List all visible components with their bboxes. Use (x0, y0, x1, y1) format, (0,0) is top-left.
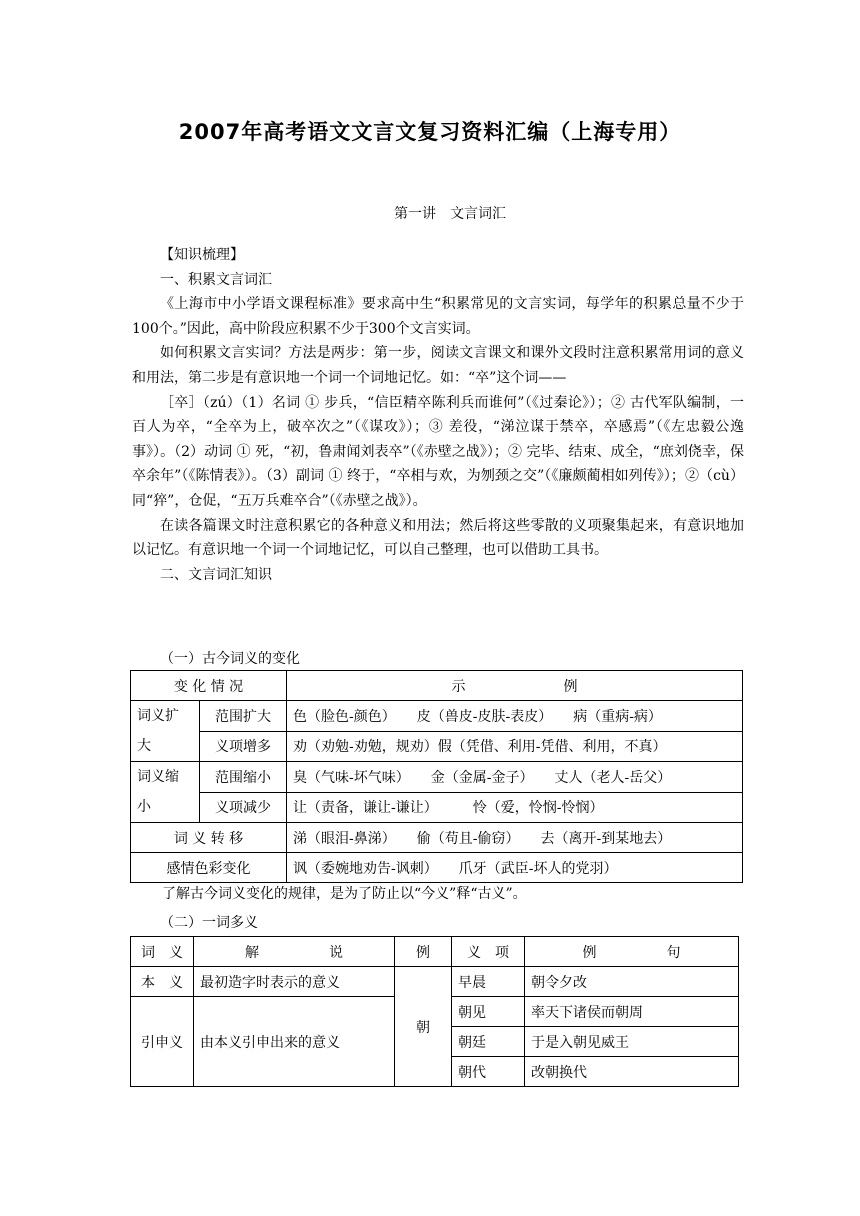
table-cell: 范围缩小 (200, 762, 287, 793)
table-row (131, 853, 743, 883)
table-header-row (131, 671, 743, 701)
table-cell: 朝见 (452, 997, 525, 1027)
table-row (131, 823, 743, 853)
table-cell: 臭（气味-坏气味） 金（金属-金子） 丈人（老人-岳父） (287, 762, 743, 793)
table-header: 变 化 情 况 (131, 671, 287, 701)
paragraph: 《上海市中小学语文课程标准》要求高中生“积累常见的文言实词，每学年的积累总量不少于100个。”因此，高中阶段应积累不少于300个文言实词。 (132, 296, 744, 337)
table-header: 词 义 (131, 937, 194, 967)
table-cell: 本 义 (131, 967, 194, 997)
table-cell: 引申义 (131, 997, 194, 1087)
table-cell: 朝 (395, 967, 452, 1087)
table-header: 解 说 (194, 937, 395, 967)
subsection-title-2: （二）一词多义 (160, 915, 258, 931)
polysemy-table (130, 936, 739, 1087)
paragraph: 如何积累文言实词？方法是两步：第一步，阅读文言课文和课外文段时注意积累常用词的意义和用法，第二步是有意识地一个词一个词地记忆。如：“卒”这个词—— (132, 345, 744, 386)
table-cell: 范围扩大 (200, 701, 287, 732)
table-cell: 劝（劝勉-劝勉，规劝）假（凭借、利用-凭借、利用，不真） (287, 731, 743, 762)
lecture-heading: 第一讲 文言词汇 (394, 206, 506, 222)
table-cell: 讽（委婉地劝告-讽刺） 爪牙（武臣-坏人的党羽） (287, 853, 743, 883)
paragraph: 了解古今词义变化的规律，是为了防止以“今义”释“古义”。 (162, 886, 527, 902)
section-heading-2: 二、文言词汇知识 (160, 566, 272, 583)
paragraph-zu-entry: ［卒］（zú）（1）名词 ① 步兵，“信臣精卒陈利兵而谁何”（《过秦论》）；② 古代军队编制，一百人为卒，“全卒为上，破卒次之”（《谋攻》）；③ 差役，“涕泣谋于禁卒，卒感焉”（《左忠毅公逸事》）。（2）动词 ① 死，“初，鲁肃闻刘表卒”（《赤壁之战》）；② 完毕、结束、成全，“庶刘侥幸，保卒余年”（《陈情表》）。（3）副词 ① 终于，“卒相与欢，为刎颈之交”（《廉颇蔺相如列传》）；②（cù）同“猝”，仓促，“五万兵难卒合”（《赤壁之战》）。 (132, 394, 744, 509)
table-cell: 早晨 (452, 967, 525, 997)
table-row (131, 762, 743, 793)
table-row (131, 701, 743, 732)
table-cell: 感情色彩变化 (131, 853, 287, 883)
table-cell: 色（脸色-颜色） 皮（兽皮-皮肤-表皮） 病（重病-病） (287, 701, 743, 732)
table-cell: 改朝换代 (525, 1057, 739, 1087)
table-header: 示 例 (287, 671, 743, 701)
table-cell: 朝令夕改 (525, 967, 739, 997)
table-cell: 朝廷 (452, 1027, 525, 1057)
table-cell: 义项增多 (200, 731, 287, 762)
body-text (132, 243, 744, 587)
table-cell: 朝代 (452, 1057, 525, 1087)
document-title: 2007年高考语文文言文复习资料汇编（上海专用） (178, 120, 682, 144)
table-cell: 涕（眼泪-鼻涕） 偷（苟且-偷窃） 去（离开-到某地去） (287, 823, 743, 853)
table-cell: 最初造字时表示的意义 (194, 967, 395, 997)
subsection-title-1: （一）古今词义的变化 (160, 651, 300, 667)
paragraph: 在读各篇课文时注意积累它的各种意义和用法；然后将这些零散的义项聚集起来，有意识地加以记忆。有意识地一个词一个词地记忆，可以自己整理，也可以借助工具书。 (132, 517, 744, 559)
table-cell: 由本义引申出来的意义 (194, 997, 395, 1087)
table-header-row (131, 937, 739, 967)
word-meaning-change-table (130, 670, 743, 883)
table-cell: 率天下诸侯而朝周 (525, 997, 739, 1027)
table-cell: 词义扩 大 (131, 701, 200, 762)
table-cell: 让（责备，谦让-谦让） 怜（爱，怜悯-怜悯） (287, 792, 743, 823)
table-header: 例 (395, 937, 452, 967)
knowledge-heading: 【知识梳理】 (160, 247, 244, 263)
table-cell: 于是入朝见威王 (525, 1027, 739, 1057)
table-row (131, 731, 743, 762)
table-cell: 词 义 转 移 (131, 823, 287, 853)
table-header: 义 项 (452, 937, 525, 967)
table-row (131, 792, 743, 823)
section-heading-1: 一、积累文言词汇 (160, 271, 272, 288)
table-cell: 义项减少 (200, 792, 287, 823)
table-cell: 词义缩 小 (131, 762, 200, 823)
table-row (131, 967, 739, 997)
table-header: 例 句 (525, 937, 739, 967)
